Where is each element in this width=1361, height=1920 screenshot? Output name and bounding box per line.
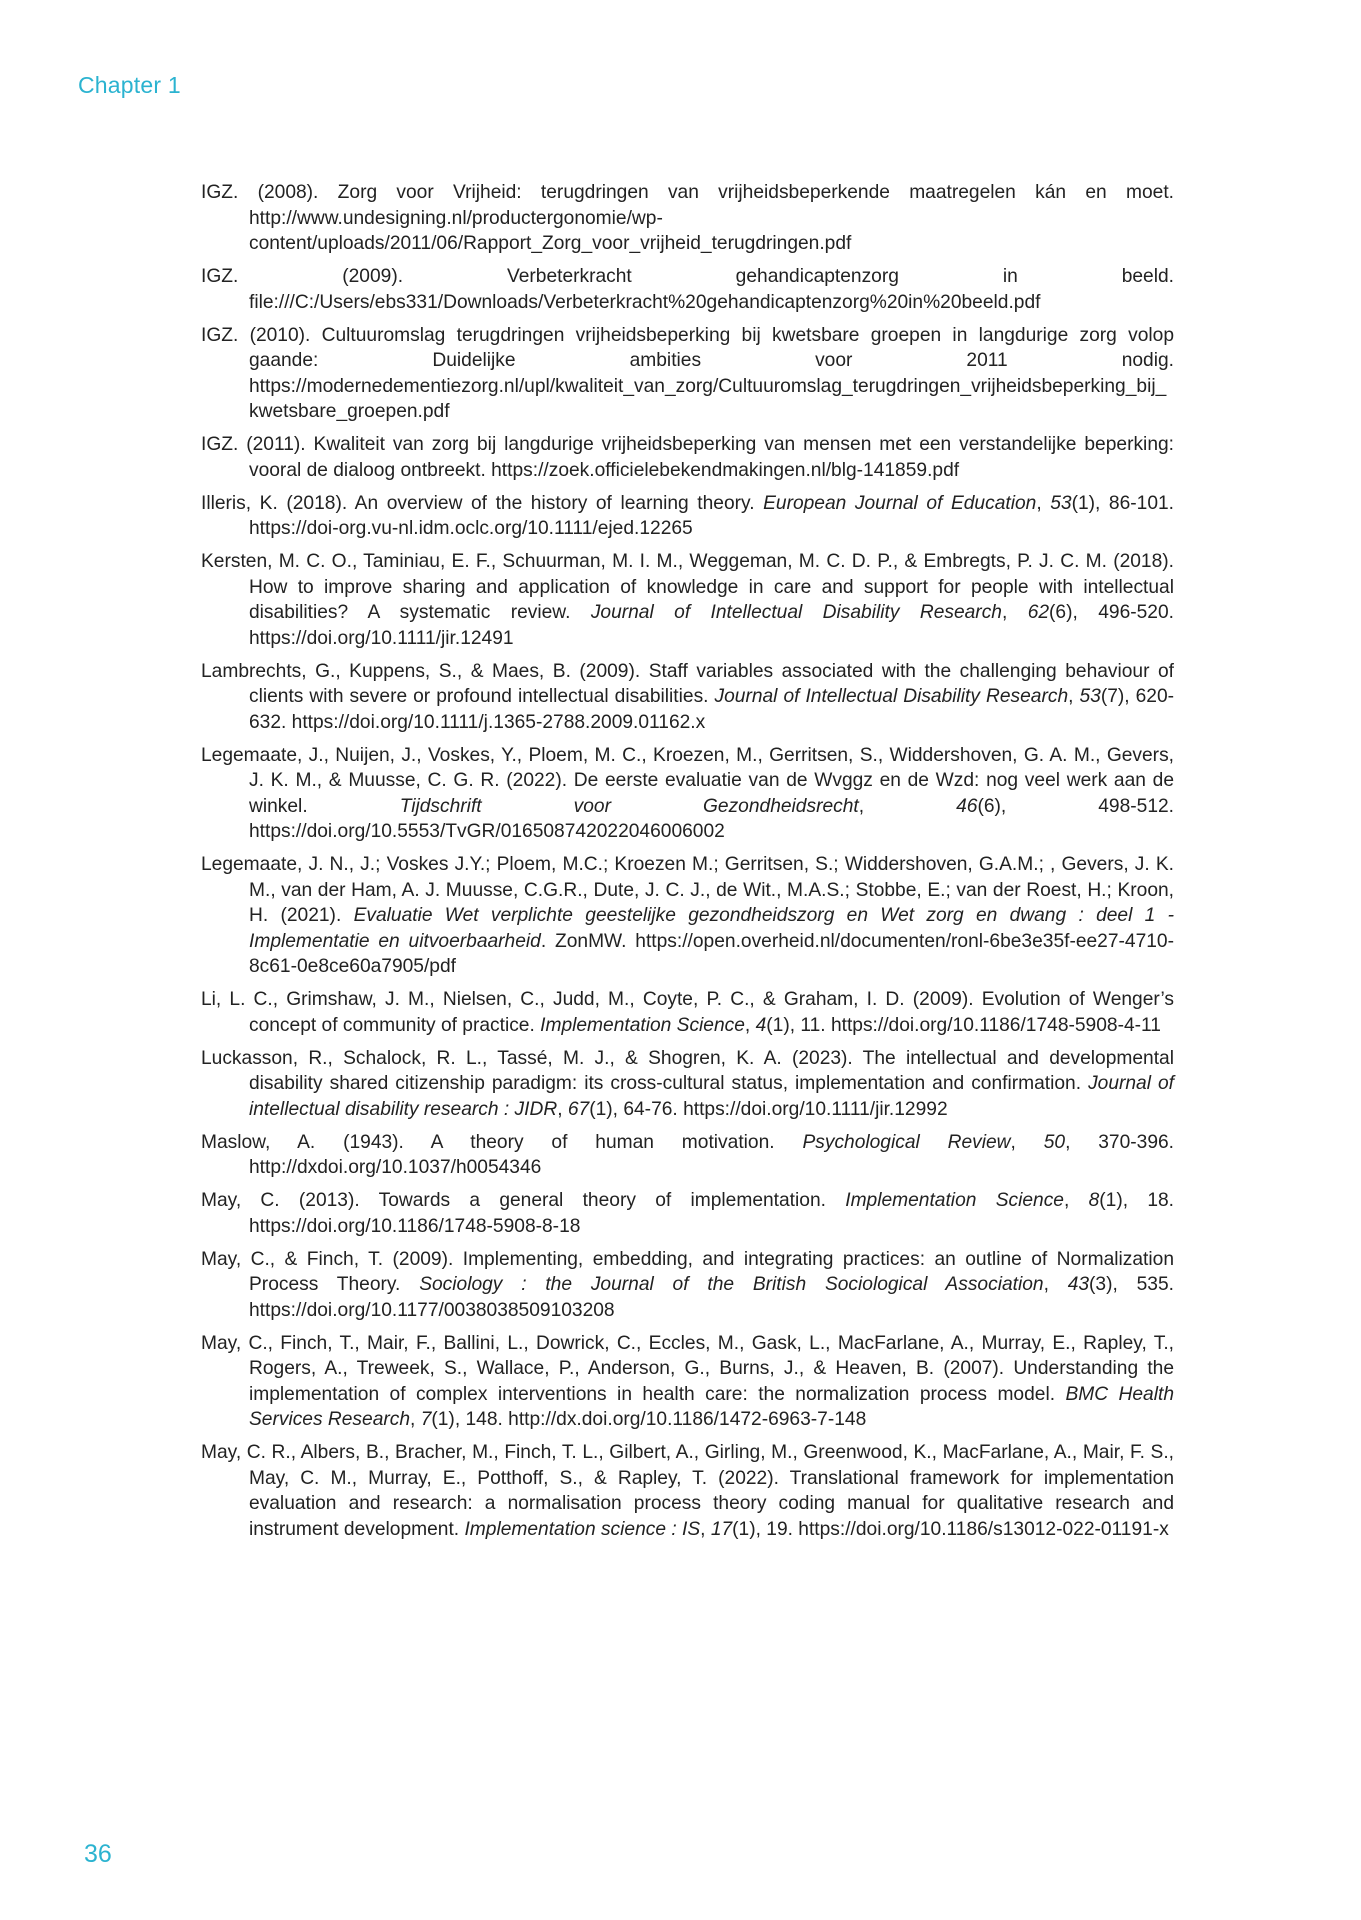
- reference-entry: [201, 852, 1174, 980]
- reference-entry: [201, 1188, 1174, 1239]
- reference-italic-text: Sociology : the Journal of the British Sociological Association: [419, 1274, 1044, 1295]
- reference-text: Luckasson, R., Schalock, R. L., Tassé, M. J., & Shogren, K. A. (2023). The intellectual and developmental disability shared citizenship paradigm: its cross-cultural status, implementation and confirmation.: [201, 1047, 1174, 1094]
- reference-text: Li, L. C., Grimshaw, J. M., Nielsen, C., Judd, M., Coyte, P. C., & Graham, I. D. (2009). Evolution of Wenger’s concept of community of practice.: [201, 989, 1174, 1036]
- reference-text: May, C., & Finch, T. (2009). Implementing, embedding, and integrating practices: an outline of Normalization Process Theory.: [201, 1248, 1174, 1295]
- reference-text: (3), 535. https://doi.org/10.1177/0038038509103208: [249, 1274, 1174, 1321]
- reference-italic-text: Evaluatie Wet verplichte geestelijke gezondheidszorg en Wet zorg en dwang : deel 1 - Implementatie en uitvoerbaarheid: [249, 905, 1174, 952]
- reference-italic-text: Tijdschrift voor Gezondheidsrecht: [399, 795, 859, 817]
- reference-italic-text: Journal of Intellectual Disability Research: [590, 602, 1002, 623]
- reference-entry: [201, 549, 1174, 651]
- reference-text: ,: [858, 795, 957, 817]
- reference-entry: [201, 1331, 1174, 1433]
- reference-text: Lambrechts, G., Kuppens, S., & Maes, B. (2009). Staff variables associated with the challenging behaviour of clients with severe or profound intellectual disabilities.: [201, 660, 1174, 707]
- reference-text: (1), 148. http://dx.doi.org/10.1186/1472-6963-7-148: [431, 1409, 867, 1430]
- reference-italic-text: European Journal of Education: [763, 492, 1037, 514]
- reference-text: IGZ. (2009). Verbeterkracht gehandicaptenzorg in beeld. file:///C:/Users/ebs331/Downloads/Verbeterkracht%20gehandicaptenzorg%20in%20beeld.pdf: [201, 266, 1174, 313]
- reference-text: ,: [1068, 686, 1080, 707]
- page-number: 36: [84, 1840, 112, 1868]
- reference-italic-text: Journal of Intellectual Disability Research: [714, 686, 1069, 707]
- reference-italic-text: 17: [710, 1518, 733, 1540]
- reference-entry: [201, 491, 1174, 542]
- reference-italic-text: Implementation Science: [540, 1014, 745, 1036]
- reference-text: (6), 498-512. https://doi.org/10.5553/TvGR/016508742022046006002: [249, 795, 1174, 842]
- reference-entry: [201, 323, 1174, 425]
- reference-entry: [201, 987, 1174, 1038]
- reference-italic-text: 50: [1043, 1131, 1066, 1153]
- reference-text: IGZ. (2011). Kwaliteit van zorg bij langdurige vrijheidsbeperking van mensen met een verstandelijke beperking: vooral de dialoog ontbreekt. https://zoek.officielebekendmakingen.nl/blg-141859.pdf: [201, 434, 1174, 481]
- reference-entry: [201, 432, 1174, 483]
- reference-text: (6), 496-520. https://doi.org/10.1111/jir.12491: [249, 602, 1174, 649]
- reference-italic-text: Journal of intellectual disability research : JIDR: [249, 1073, 1175, 1120]
- reference-entry: [201, 1130, 1174, 1181]
- reference-text: Legemaate, J., Nuijen, J., Voskes, Y., Ploem, M. C., Kroezen, M., Gerritsen, S., Widdershoven, G. A. M., Gevers, J. K. M., & Muusse, C. G. R. (2022). De eerste evaluatie van de Wvggz en de Wzd: nog veel werk aan de winkel.: [201, 744, 1174, 817]
- reference-text: IGZ. (2010). Cultuuromslag terugdringen vrijheidsbeperking bij kwetsbare groepen in langdurige zorg volop gaande: Duidelijke ambities voor 2011 nodig. https://modernedementiezorg.nl/upl/kwaliteit_van_zorg/Cultuuromslag_terugdringen_vrijheidsbeperking_bij_kwetsbare_groepen.pdf: [201, 324, 1174, 422]
- reference-text: Illeris, K. (2018). An overview of the history of learning theory.: [201, 492, 764, 514]
- reference-text: ,: [1043, 1274, 1068, 1295]
- reference-text: ,: [1063, 1190, 1089, 1211]
- reference-text: May, C. R., Albers, B., Bracher, M., Finch, T. L., Gilbert, A., Girling, M., Greenwood, K., MacFarlane, A., Mair, F. S., May, C. M., Murray, E., Potthoff, S., & Rapley, T. (2022). Translational framework for implementation evaluation and research: a normalisation process theory coding manual for qualitative research and instrument development.: [201, 1442, 1174, 1540]
- reference-text: (1), 64-76. https://doi.org/10.1111/jir.12992: [589, 1098, 948, 1120]
- reference-entry: [201, 1247, 1174, 1324]
- reference-italic-text: 62: [1027, 602, 1050, 623]
- reference-italic-text: 46: [956, 795, 978, 817]
- reference-text: ,: [700, 1518, 711, 1540]
- reference-italic-text: 53: [1079, 686, 1101, 707]
- reference-text: ,: [1036, 492, 1051, 514]
- reference-entry: [201, 180, 1174, 257]
- reference-entry: [201, 1046, 1174, 1123]
- chapter-header: Chapter 1: [78, 72, 181, 98]
- reference-text: (1), 86-101. https://doi-org.vu-nl.idm.oclc.org/10.1111/ejed.12265: [249, 492, 1174, 539]
- reference-text: ,: [1001, 602, 1028, 623]
- reference-italic-text: Psychological Review: [802, 1131, 1011, 1153]
- reference-text: (1), 11. https://doi.org/10.1186/1748-5908-4-11: [766, 1014, 1161, 1036]
- reference-list: [201, 180, 1174, 1550]
- reference-text: IGZ. (2008). Zorg voor Vrijheid: terugdringen van vrijheidsbeperkende maatregelen kán en moet. http://www.undesigning.nl/productergonomie/wp-content/uploads/2011/06/Rapport_Zorg_voor_vrijheid_terugdringen.pdf: [201, 182, 1174, 254]
- reference-italic-text: 53: [1050, 492, 1072, 514]
- reference-entry: [201, 659, 1174, 736]
- reference-text: ,: [557, 1098, 568, 1120]
- reference-italic-text: 7: [420, 1409, 432, 1430]
- reference-italic-text: 67: [567, 1098, 590, 1120]
- reference-text: May, C., Finch, T., Mair, F., Ballini, L., Dowrick, C., Eccles, M., Gask, L., MacFarlane, A., Murray, E., Rapley, T., Rogers, A., Treweek, S., Wallace, P., Anderson, G., Burns, J., & Heaven, B. (2007). Understanding the implementation of complex interventions in health care: the normalization process model.: [201, 1332, 1174, 1405]
- reference-italic-text: Implementation science : IS: [464, 1518, 701, 1540]
- reference-italic-text: 8: [1088, 1190, 1100, 1211]
- reference-italic-text: BMC Health Services Research: [249, 1383, 1174, 1430]
- reference-italic-text: 4: [755, 1014, 767, 1036]
- reference-italic-text: 43: [1067, 1274, 1090, 1295]
- reference-text: Maslow, A. (1943). A theory of human motivation.: [201, 1131, 803, 1153]
- reference-text: (7), 620-632. https://doi.org/10.1111/j.1365-2788.2009.01162.x: [249, 686, 1175, 733]
- reference-entry: [201, 264, 1174, 315]
- reference-text: . ZonMW. https://open.overheid.nl/documenten/ronl-6be3e35f-ee27-4710-8c61-0e8ce60a7905/pdf: [249, 930, 1174, 977]
- reference-text: (1), 18. https://doi.org/10.1186/1748-5908-8-18: [249, 1190, 1175, 1237]
- reference-text: May, C. (2013). Towards a general theory of implementation.: [201, 1190, 846, 1211]
- reference-text: (1), 19. https://doi.org/10.1186/s13012-022-01191-x: [732, 1518, 1169, 1540]
- reference-text: ,: [1010, 1131, 1044, 1153]
- reference-text: , 370-396. http://dxdoi.org/10.1037/h0054346: [249, 1131, 1175, 1178]
- reference-text: Legemaate, J. N., J.; Voskes J.Y.; Ploem, M.C.; Kroezen M.; Gerritsen, S.; Widdershoven, G.A.M.; , Gevers, J. K. M., van der Ham, A. J. Muusse, C.G.R., Dute, J. C. J., de Wit., M.A.S.; Stobbe, E.; van der Roest, H.; Kroon, H. (2021).: [201, 854, 1174, 926]
- reference-entry: [201, 1440, 1174, 1542]
- reference-text: ,: [410, 1409, 421, 1430]
- reference-entry: [201, 743, 1174, 845]
- reference-text: ,: [744, 1014, 756, 1036]
- reference-italic-text: Implementation Science: [845, 1190, 1064, 1211]
- reference-text: Kersten, M. C. O., Taminiau, E. F., Schuurman, M. I. M., Weggeman, M. C. D. P., & Embregts, P. J. C. M. (2018). How to improve sharing and application of knowledge in care and support for people with intellectual disabilities? A systematic review.: [201, 551, 1174, 623]
